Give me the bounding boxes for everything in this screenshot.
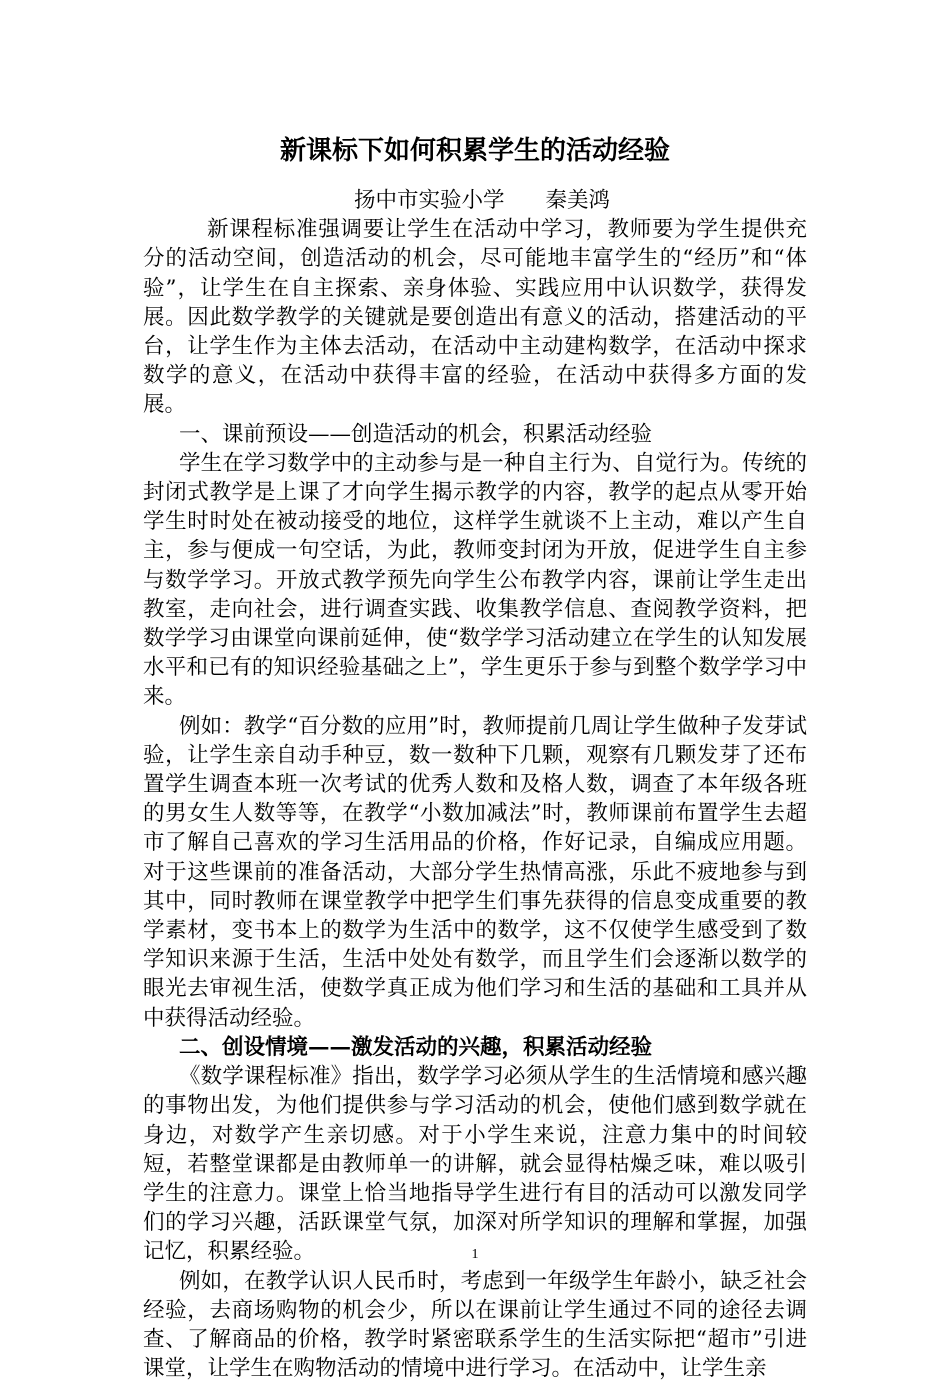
paragraph: 《数学课程标准》指出，数学学习必须从学生的生活情境和感兴趣的事物出发，为他们提供参与学习活动的机会，使他们感到数学就在身边，对数学产生亲切感。对于小学生来说，注意力集中的时间较短，若整堂课都是由教师单一的讲解，就会显得枯燥乏味，难以吸引学生的注意力。课堂上恰当地指导学生进行有目的活动可以激发同学们的学习兴趣，活跃课堂气氛，加深对所学知识的理解和掌握，加强记忆，积累经验。 [143, 1064, 807, 1265]
section-heading-1: 一、课前预设——创造活动的机会，积累活动经验 [179, 421, 653, 447]
page-number: 1 [471, 1247, 479, 1262]
document-title: 新课标下如何积累学生的活动经验 [279, 136, 670, 166]
author-line: 扬中市实验小学 秦美鸿 [353, 188, 610, 213]
paragraph: 例如：教学“百分数的应用”时，教师提前几周让学生做种子发芽试验，让学生亲自动手种豆，数一数种下几颗，观察有几颗发芽了还布置学生调查本班一次考试的优秀人数和及格人数，调查了本年级各班的男女生人数等等，在教学“小数加减法”时，教师课前布置学生去超市了解自己喜欢的学习生活用品的价格，作好记录，自编成应用题。对于这些课前的准备活动，大部分学生热情高涨，乐此不疲地参与到其中，同时教师在课堂教学中把学生们事先获得的信息变成重要的教学素材，变书本上的数学为生活中的数学，这不仅使学生感受到了数学知识来源于生活，生活中处处有数学，而且学生们会逐渐以数学的眼光去审视生活，使数学真正成为他们学习和生活的基础和工具并从中获得活动经验。 [143, 713, 807, 1031]
document-body [143, 186, 807, 1383]
paragraph: 学生在学习数学中的主动参与是一种自主行为、自觉行为。传统的封闭式教学是上课了才向学生揭示教学的内容，教学的起点从零开始学生时时处在被动接受的地位，这样学生就谈不上主动，难以产生自主，参与便成一句空话，为此，教师变封闭为开放，促进学生自主参与数学学习。开放式教学预先向学生公布教学内容，课前让学生走出教室，走向社会，进行调查实践、收集教学信息、查阅教学资料，把数学学习由课堂向课前延伸，使“数学学习活动建立在学生的认知发展水平和已有的知识经验基础之上”，学生更乐于参与到整个数学学习中来。 [143, 450, 807, 710]
paragraph: 例如，在教学认识人民币时，考虑到一年级学生年龄小，缺乏社会经验，去商场购物的机会少，所以在课前让学生通过不同的途径去调查、了解商品的价格，教学时紧密联系学生的生活实际把“超市”引进课堂，让学生在购物活动的情境中进行学习。在活动中，让学生亲 [143, 1268, 807, 1382]
section-heading-2: 二、创设情境——激发活动的兴趣，积累活动经验 [179, 1034, 653, 1060]
paragraph-intro: 新课程标准强调要让学生在活动中学习，教师要为学生提供充分的活动空间，创造活动的机会，尽可能地丰富学生的“经历”和“体验”，让学生在自主探索、亲身体验、实践应用中认识数学，获得发展。因此数学教学的关键就是要创造出有意义的活动，搭建活动的平台，让学生作为主体去活动，在活动中主动建构数学，在活动中探求数学的意义，在活动中获得丰富的经验，在活动中获得多方面的发展。 [143, 217, 807, 418]
